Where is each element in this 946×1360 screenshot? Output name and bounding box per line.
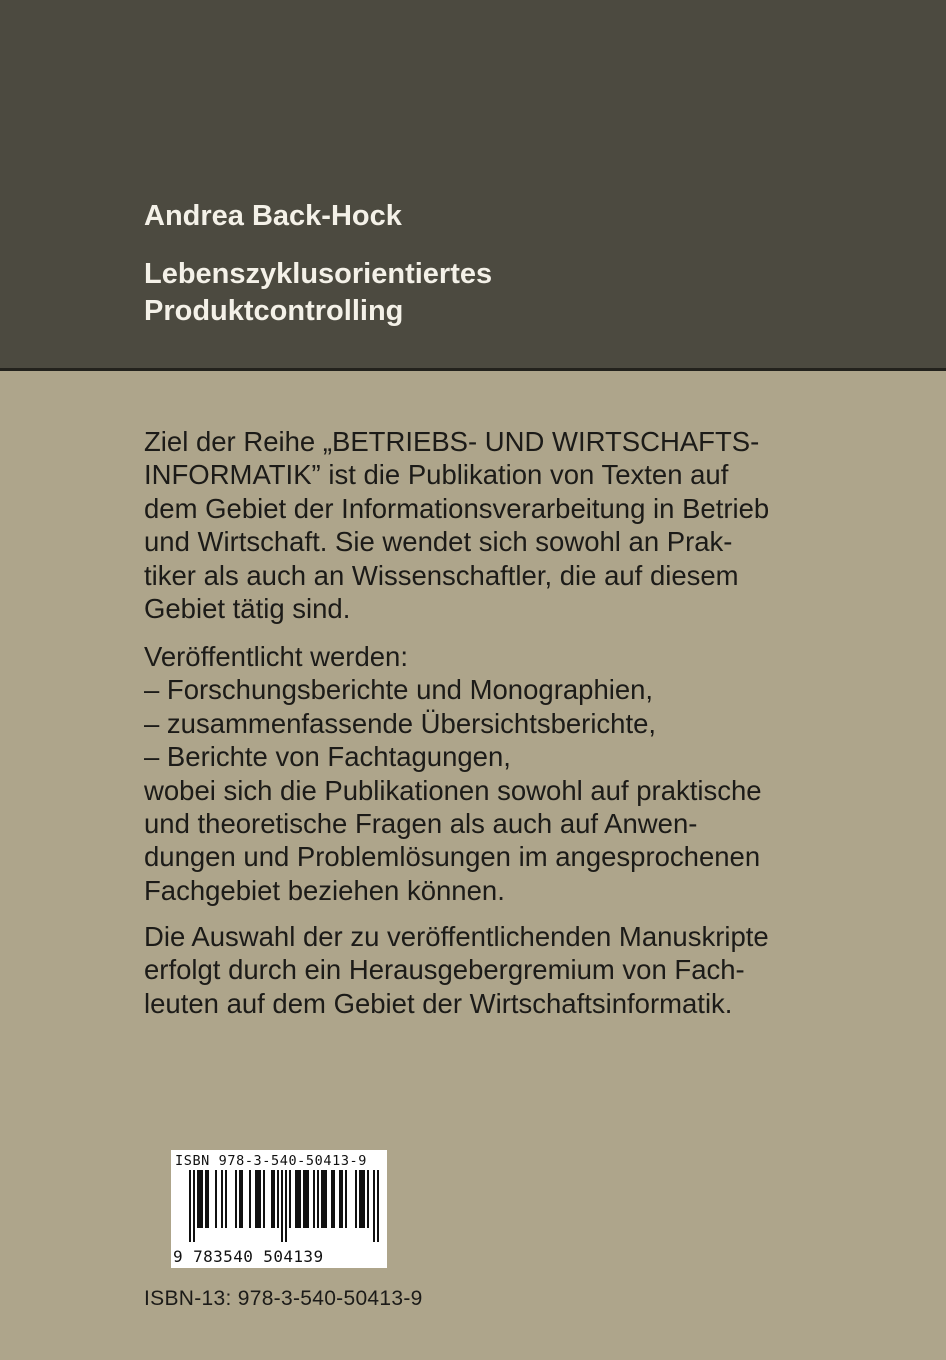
barcode-bar xyxy=(297,1170,299,1228)
barcode-guard-bar xyxy=(377,1170,379,1242)
barcode-bar xyxy=(305,1170,307,1228)
barcode-bar xyxy=(273,1170,275,1228)
barcode-bar xyxy=(221,1170,223,1228)
author-name: Andrea Back-Hock xyxy=(144,200,402,232)
barcode-bar xyxy=(331,1170,333,1228)
barcode-bar xyxy=(271,1170,273,1228)
blurb-line: wobei sich die Publikationen sowohl auf praktische xyxy=(144,774,762,806)
barcode-guard-bar xyxy=(285,1170,287,1242)
blurb-paragraph-selection xyxy=(144,920,769,1020)
isbn-13-text: ISBN-13: 978-3-540-50413-9 xyxy=(144,1287,423,1310)
barcode-bar xyxy=(339,1170,341,1228)
barcode-bar xyxy=(303,1170,305,1228)
barcode-bar xyxy=(199,1170,201,1228)
barcode-bar xyxy=(225,1170,227,1228)
barcode-bar xyxy=(321,1170,323,1228)
blurb-line: leuten auf dem Gebiet der Wirtschaftsinformatik. xyxy=(144,987,733,1019)
barcode-bar xyxy=(255,1170,257,1228)
barcode-bar xyxy=(317,1170,319,1228)
barcode-bar xyxy=(205,1170,207,1228)
barcode-bar xyxy=(307,1170,309,1228)
blurb-line: tiker als auch an Wissenschaftler, die auf diesem xyxy=(144,559,739,591)
barcode-bar xyxy=(197,1170,199,1228)
barcode-label xyxy=(171,1150,387,1268)
band-divider xyxy=(0,368,946,371)
barcode-bar xyxy=(361,1170,363,1228)
barcode-bar xyxy=(241,1170,243,1228)
blurb-line: Ziel der Reihe „BETRIEBS- UND WIRTSCHAFTS- xyxy=(144,426,760,457)
barcode-bar xyxy=(215,1170,217,1228)
barcode-bar xyxy=(345,1170,347,1228)
book-title-line: Produktcontrolling xyxy=(144,295,404,327)
barcode-guard-bar xyxy=(281,1170,283,1242)
blurb-line: dungen und Problemlösungen im angesprochenen xyxy=(144,841,761,873)
barcode-bar xyxy=(235,1170,237,1228)
barcode-bar xyxy=(207,1170,209,1228)
barcode-bar xyxy=(325,1170,327,1228)
blurb-line: Gebiet tätig sind. xyxy=(144,593,351,625)
barcode-bar xyxy=(313,1170,315,1228)
blurb-line: dem Gebiet der Informationsverarbeitung in Betrieb xyxy=(144,492,770,524)
barcode-bar xyxy=(295,1170,297,1228)
book-title xyxy=(144,256,492,330)
barcode-digits: 9 783540 504139 xyxy=(173,1247,324,1266)
barcode-bar xyxy=(257,1170,259,1228)
barcode-bars xyxy=(171,1170,387,1248)
barcode-bar xyxy=(341,1170,343,1228)
blurb-list-item: – zusammenfassende Übersichtsberichte, xyxy=(144,707,657,739)
blurb-line: Fachgebiet beziehen können. xyxy=(144,874,505,906)
barcode-bar xyxy=(277,1170,279,1228)
barcode-guard-bar xyxy=(193,1170,195,1242)
barcode-guard-bar xyxy=(373,1170,375,1242)
barcode-bar xyxy=(355,1170,357,1228)
blurb-list-item: – Forschungsberichte und Monographien, xyxy=(144,674,654,706)
barcode-bar xyxy=(359,1170,361,1228)
blurb-line: Die Auswahl der zu veröffentlichenden Manuskripte xyxy=(144,921,769,952)
barcode-bar xyxy=(323,1170,325,1228)
barcode-guard-bar xyxy=(189,1170,191,1242)
blurb-paragraph-publications xyxy=(144,640,762,907)
blurb-list-item: – Berichte von Fachtagungen, xyxy=(144,741,511,773)
blurb-line: und theoretische Fragen als auch auf Anwen- xyxy=(144,808,698,840)
barcode-bar xyxy=(259,1170,261,1228)
barcode-bar xyxy=(289,1170,291,1228)
barcode-bar xyxy=(333,1170,335,1228)
barcode-bar xyxy=(367,1170,369,1228)
barcode-bar xyxy=(299,1170,301,1228)
blurb-line: und Wirtschaft. Sie wendet sich sowohl an Prak- xyxy=(144,526,733,558)
barcode-bar xyxy=(363,1170,365,1228)
barcode-isbn-text: ISBN 978-3-540-50413-9 xyxy=(175,1153,368,1169)
blurb-line: INFORMATIK” ist die Publikation von Texten auf xyxy=(144,459,729,491)
barcode-bar xyxy=(201,1170,203,1228)
blurb-line: Veröffentlicht werden: xyxy=(144,641,408,672)
barcode-bar xyxy=(249,1170,251,1228)
blurb-paragraph-series-aim xyxy=(144,425,769,625)
barcode-bar xyxy=(263,1170,265,1228)
blurb-line: erfolgt durch ein Herausgebergremium von Fach- xyxy=(144,954,745,986)
barcode-bar xyxy=(239,1170,241,1228)
book-title-line: Lebenszyklusorientiertes xyxy=(144,258,493,290)
